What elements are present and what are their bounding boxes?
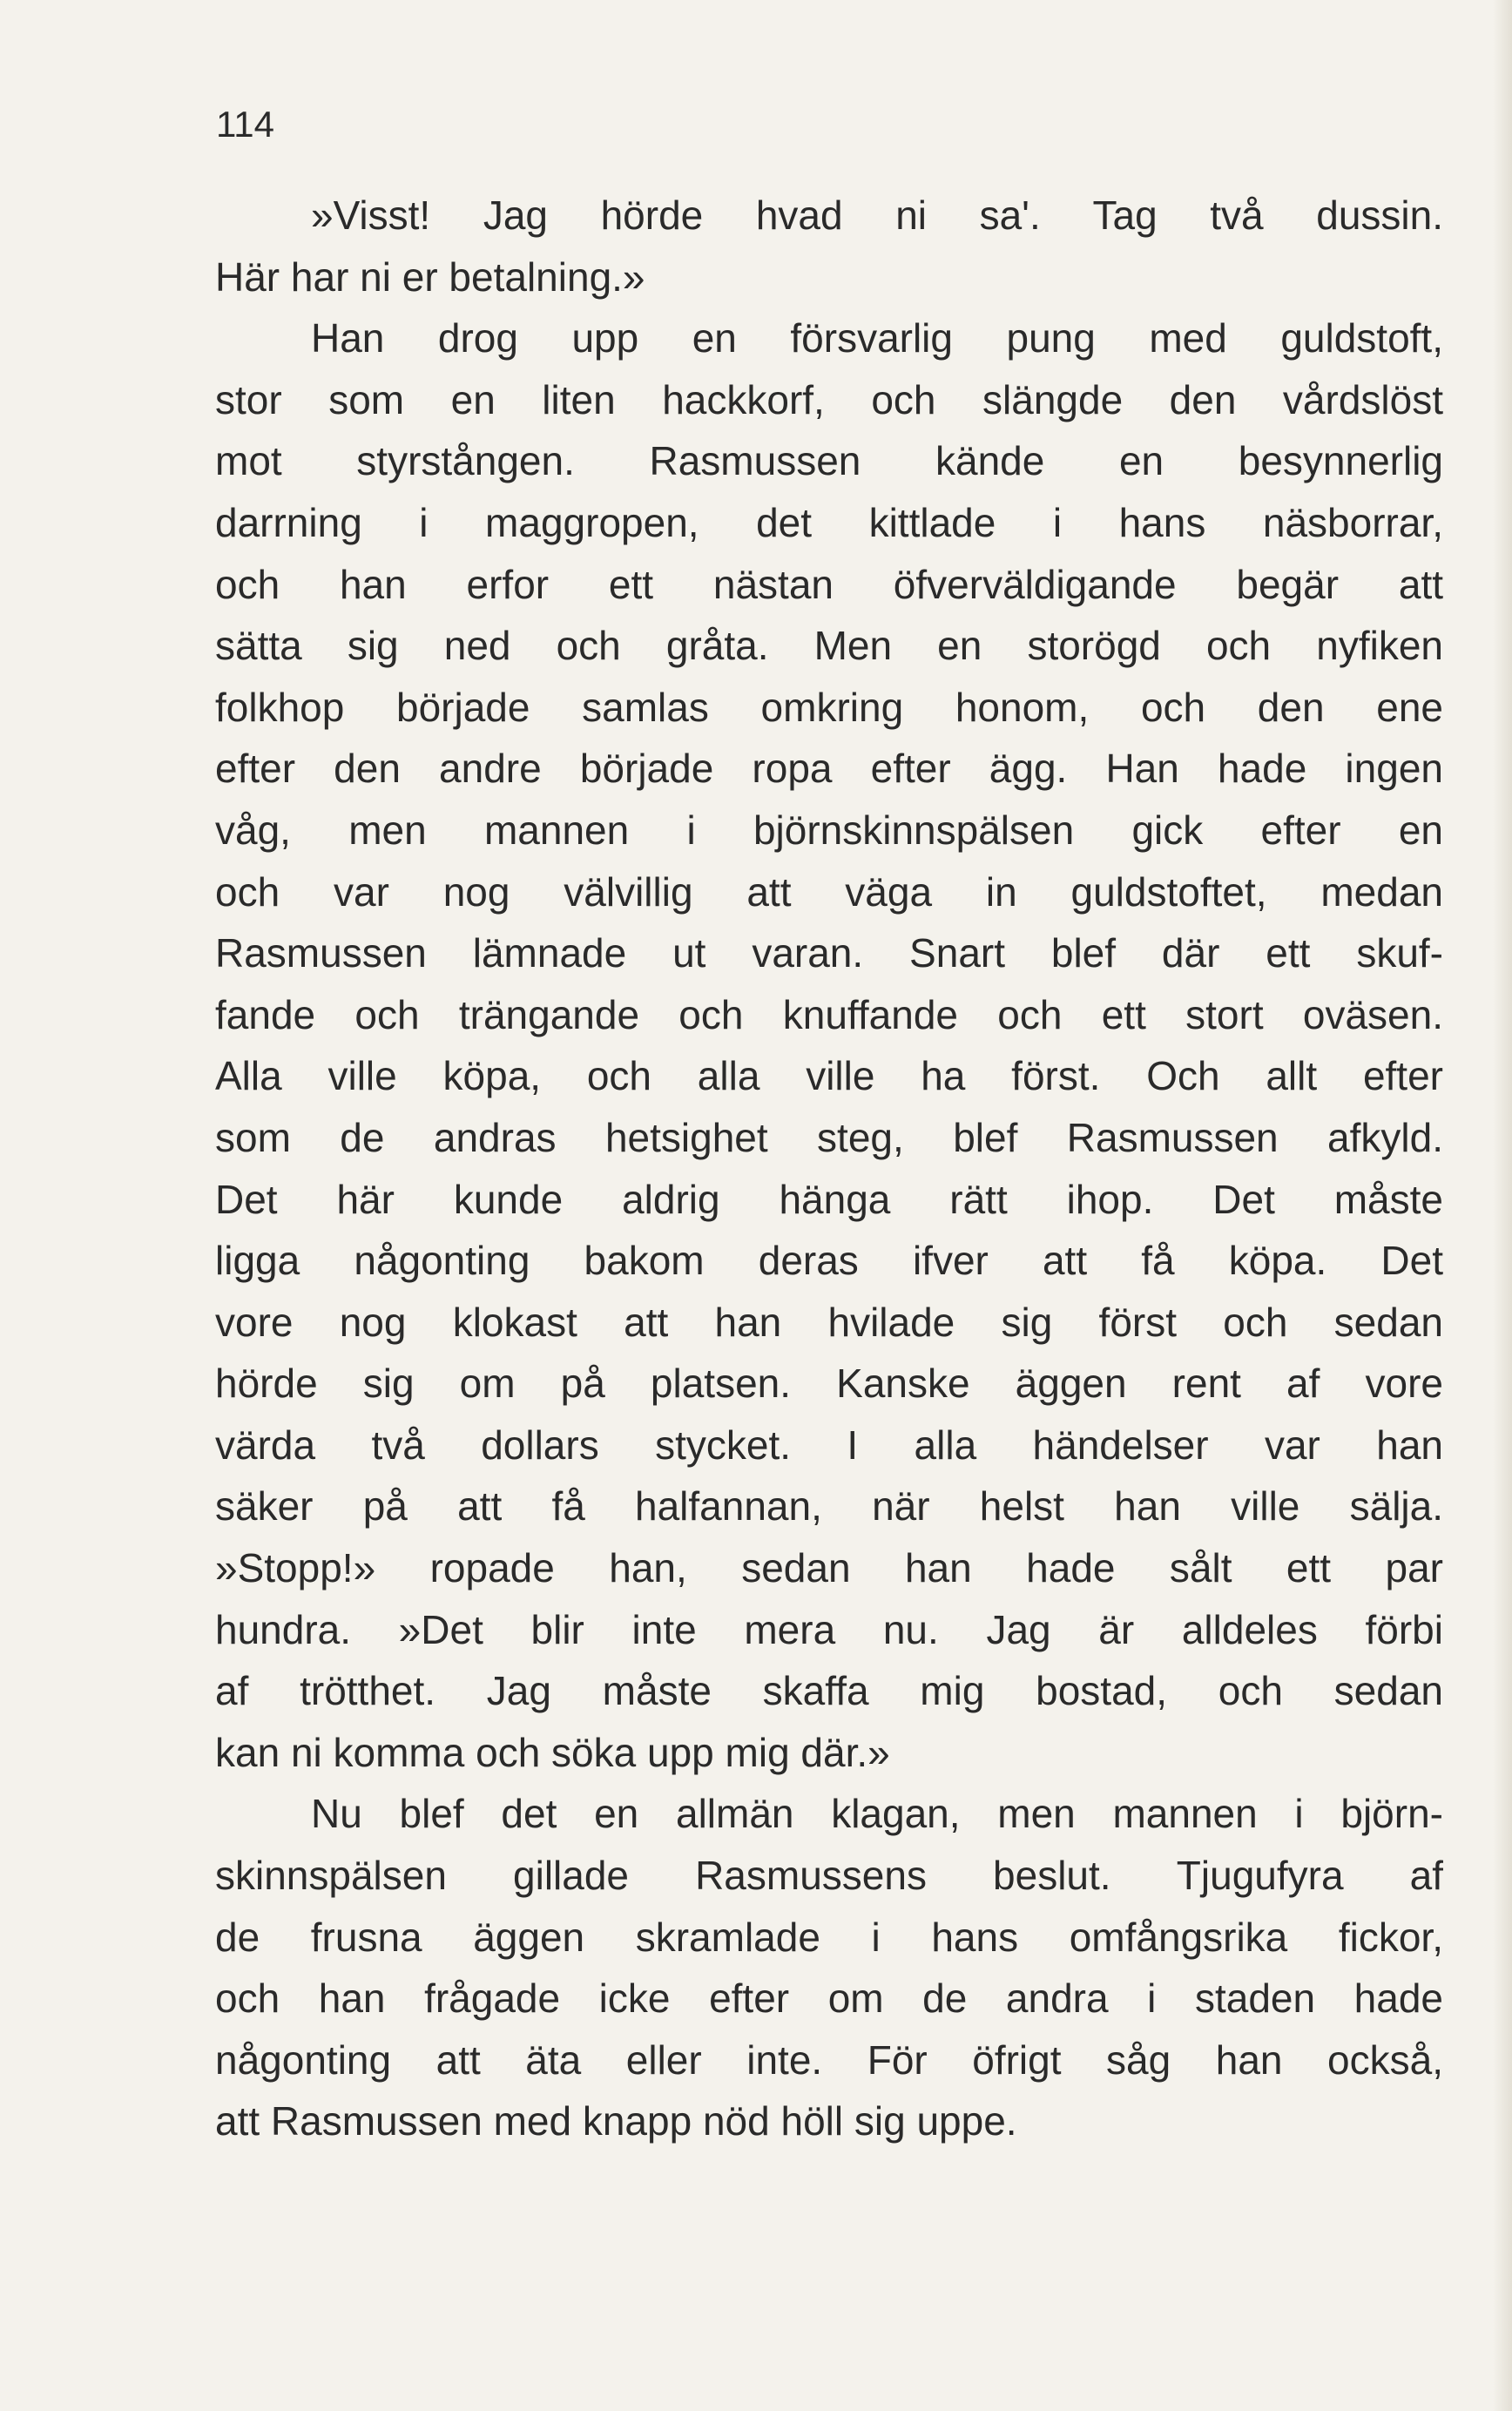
text-line: sätta sig ned och gråta. Men en storögd och nyfiken <box>215 623 1443 669</box>
text-line: folkhop började samlas omkring honom, och den ene <box>215 684 1443 730</box>
text-line: vore nog klokast att han hvilade sig först och sedan <box>215 1299 1443 1345</box>
text-line: »Stopp!» ropade han, sedan han hade sålt ett par <box>215 1545 1443 1591</box>
text-line: stor som en liten hackkorf, och slängde den vårdslöst <box>215 376 1443 422</box>
text-line: darrning i maggropen, det kittlade i hans näsborrar, <box>215 499 1443 545</box>
text-line: värda två dollars stycket. I alla händelser var han <box>215 1422 1443 1468</box>
text-line: skinnspälsen gillade Rasmussens beslut. Tjugufyra af <box>215 1853 1443 1899</box>
text-line: mot styrstången. Rasmussen kände en besynnerlig <box>215 438 1443 484</box>
text-line: hörde sig om på platsen. Kanske äggen rent af vore <box>215 1361 1443 1407</box>
text-line: Nu blef det en allmän klagan, men mannen i björn- <box>311 1791 1443 1837</box>
text-line: våg, men mannen i björnskinnspälsen gick efter en <box>215 807 1443 853</box>
text-line: de frusna äggen skramlade i hans omfångsrika fickor, <box>215 1914 1443 1960</box>
text-line: Alla ville köpa, och alla ville ha först. Och allt efter <box>215 1053 1443 1099</box>
text-line: »Visst! Jag hörde hvad ni sa'. Tag två dussin. <box>311 192 1443 238</box>
text-line: efter den andre började ropa efter ägg. Han hade ingen <box>215 746 1443 792</box>
text-line: Rasmussen lämnade ut varan. Snart blef där ett skuf- <box>215 930 1443 976</box>
page-edge-shadow <box>1493 0 1512 2411</box>
text-line: säker på att få halfannan, när helst han ville sälja. <box>215 1483 1443 1530</box>
text-line: fande och trängande och knuffande och ett stort oväsen. <box>215 991 1443 1037</box>
text-line: hundra. »Det blir inte mera nu. Jag är alldeles förbi <box>215 1606 1443 1652</box>
text-line: och han erfor ett nästan öfverväldigande begär att <box>215 561 1443 607</box>
text-line: ligga någonting bakom deras ifver att få köpa. Det <box>215 1238 1443 1284</box>
page-number: 114 <box>216 104 274 145</box>
text-line: att Rasmussen med knapp nöd höll sig uppe. <box>215 2098 1017 2144</box>
text-line: någonting att äta eller inte. För öfrigt såg han också, <box>215 2036 1443 2083</box>
text-line: och var nog välvillig att väga in guldstoftet, medan <box>215 868 1443 915</box>
text-line: och han frågade icke efter om de andra i staden hade <box>215 1975 1443 2022</box>
text-line: kan ni komma och söka upp mig där.» <box>215 1729 890 1775</box>
text-line: som de andras hetsighet steg, blef Rasmussen afkyld. <box>215 1114 1443 1160</box>
text-line: Här har ni er betalning.» <box>215 253 645 300</box>
text-line: Det här kunde aldrig hänga rätt ihop. Det måste <box>215 1176 1443 1222</box>
body-text <box>215 185 1443 2152</box>
text-line: af trötthet. Jag måste skaffa mig bostad, och sedan <box>215 1668 1443 1714</box>
text-line: Han drog upp en försvarlig pung med guldstoft, <box>311 315 1443 361</box>
